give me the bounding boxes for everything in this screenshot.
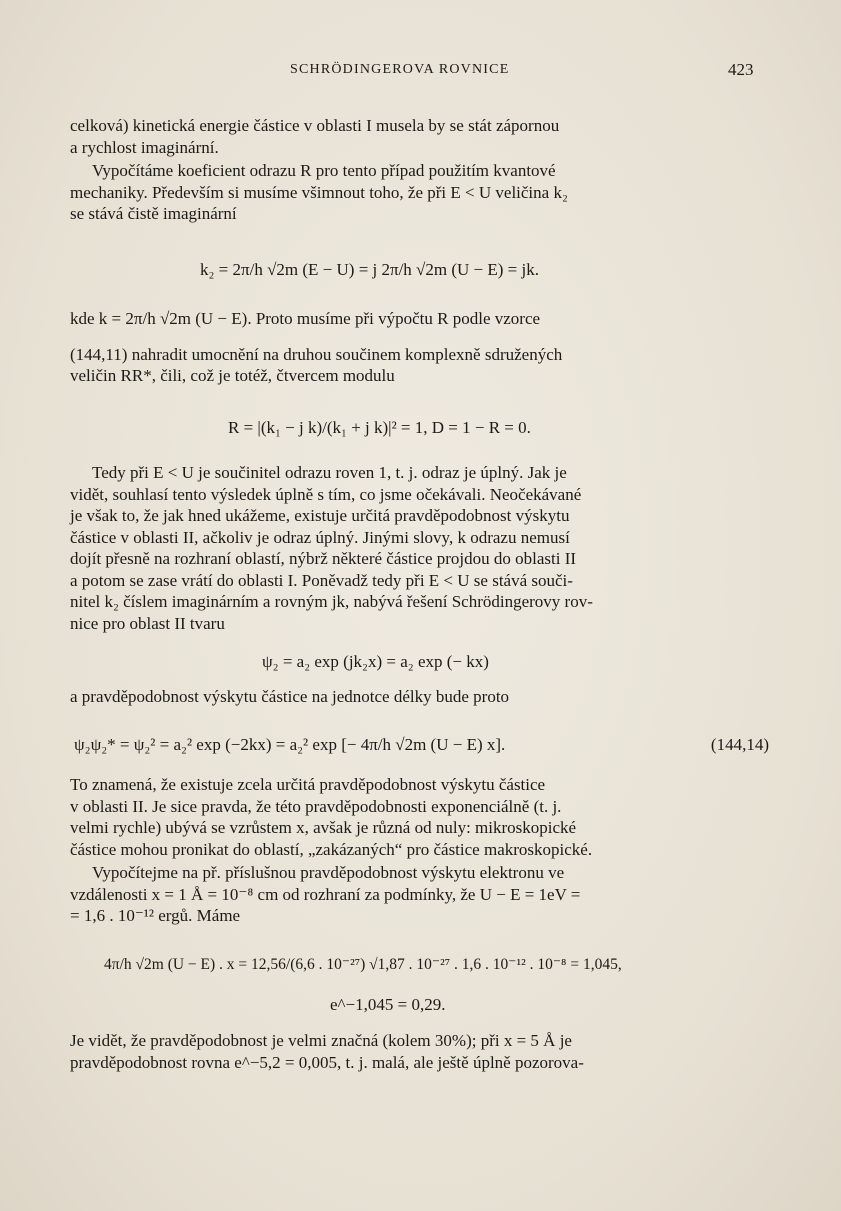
text-line: Vypočítáme koeficient odrazu R pro tento případ použitím kvantové (92, 161, 556, 180)
equation-number: (144,14) (710, 735, 769, 754)
equation-psi2: ψ₂ = a₂ exp (jk₂x) = a₂ exp (− kx) (262, 652, 489, 671)
text-line: Je vidět, že pravděpodobnost je velmi značná (kolem 30%); při x = 5 Å je (70, 1031, 572, 1050)
equation-reflection: R = |(k₁ − j k)/(k₁ + j k)|² = 1, D = 1 − R = 0. (228, 418, 531, 437)
equation-numeric: 4π/h √2m (U − E) . x = 12,56/(6,6 . 10⁻²⁷) √1,87 . 10⁻²⁷ . 1,6 . 10⁻¹² . 10⁻⁸ = 1,045, (104, 956, 622, 973)
paragraph-2 (70, 160, 770, 225)
equation-probability: ψ₂ψ₂* = ψ₂² = a₂² exp (−2kx) = a₂² exp [− 4π/h √2m (U − E) x]. (74, 735, 506, 754)
text-line: a rychlost imaginární. (70, 137, 219, 157)
text-line: Vypočítejme na př. příslušnou pravděpodobnost výskytu elektronu ve (92, 863, 565, 882)
text-line: a potom se zase vrátí do oblasti I. Poněvadž tedy při E < U se stává souči- (70, 570, 573, 590)
paragraph-6 (70, 774, 770, 860)
text-line: v oblasti II. Je sice pravda, že této pravděpodobnosti exponenciálně (t. j. (70, 796, 562, 816)
page-number: 423 (728, 60, 754, 79)
text-line: To znamená, že existuje zcela určitá pravděpodobnost výskytu částice (70, 775, 546, 794)
text-line: (144,11) nahradit umocnění na druhou součinem komplexně sdružených (70, 344, 563, 364)
paragraph-8 (70, 1030, 770, 1073)
text-line: kde k = 2π/h √2m (U − E). Proto musíme při výpočtu R podle vzorce (70, 309, 541, 328)
text-line: vzdálenosti x = 1 Å = 10⁻⁸ cm od rozhraní za podmínky, že U − E = 1eV = (70, 884, 581, 904)
equation-exponential: e^−1,045 = 0,29. (330, 995, 446, 1014)
paragraph-4 (70, 462, 770, 634)
paragraph-1 (70, 115, 770, 158)
text-line: částice v oblasti II, ačkoliv je odraz úplný. Jinými slovy, k odrazu nemusí (70, 527, 570, 547)
text-line: dojít přesně na rozhraní oblastí, nýbrž některé částice projdou do oblasti II (70, 549, 577, 568)
paragraph-3 (70, 308, 770, 387)
text-line: celková) kinetická energie částice v oblasti I musela by se stát zápornou (70, 116, 560, 135)
paragraph-5 (70, 686, 770, 708)
text-line: Tedy při E < U je součinitel odrazu roven 1, t. j. odraz je úplný. Jak je (92, 463, 567, 482)
text-line: velmi rychle) ubývá se vzrůstem x, avšak je různá od nuly: mikroskopické (70, 818, 577, 837)
text-line: částice mohou pronikat do oblastí, „zakázaných“ pro částice makroskopické. (70, 839, 593, 859)
text-line: a pravděpodobnost výskytu částice na jednotce délky bude proto (70, 687, 510, 706)
paragraph-7 (70, 862, 770, 927)
text-line: se stává čistě imaginární (70, 204, 237, 223)
text-line: vidět, souhlasí tento výsledek úplně s tím, co jsme očekávali. Neočekávané (70, 484, 582, 504)
text-line: pravděpodobnost rovna e^−5,2 = 0,005, t. j. malá, ale ještě úplně pozorova- (70, 1052, 584, 1072)
text-line: nice pro oblast II tvaru (70, 613, 225, 633)
running-head: SCHRÖDINGEROVA ROVNICE (290, 62, 510, 77)
equation-k2: k₂ = 2π/h √2m (E − U) = j 2π/h √2m (U − E) = jk. (200, 260, 539, 279)
text-line: = 1,6 . 10⁻¹² ergů. Máme (70, 906, 241, 925)
text-line: je však to, že jak hned ukážeme, existuje určitá pravděpodobnost výskytu (70, 506, 570, 525)
text-line: mechaniky. Především si musíme všimnout toho, že při E < U veličina k₂ (70, 182, 568, 202)
text-line: veličin RR*, čili, což je totéž, čtvercem modulu (70, 366, 395, 385)
text-line: nitel k₂ číslem imaginárním a rovným jk, nabývá řešení Schrödingerovy rov- (70, 592, 593, 611)
